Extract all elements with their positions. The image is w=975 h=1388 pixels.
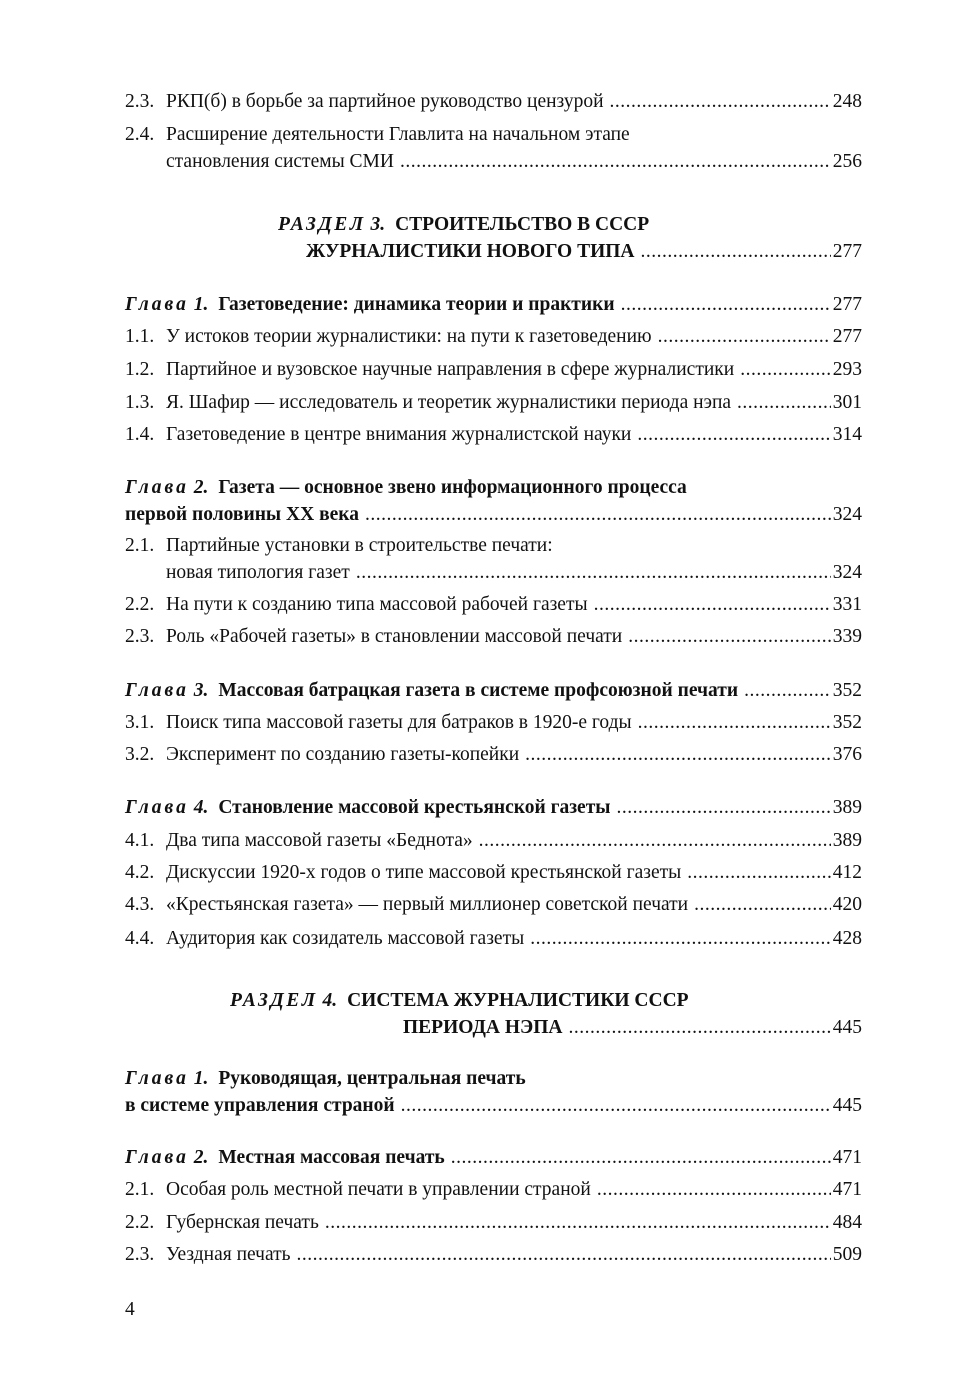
entry-page: 339 bbox=[832, 626, 862, 647]
chapter-heading bbox=[125, 1143, 862, 1173]
entry-number: 2.1. bbox=[125, 535, 155, 556]
dot-leader bbox=[628, 622, 831, 652]
entry-title: Губернская печать bbox=[166, 1212, 319, 1233]
entry-title: Расширение деятельности Главлита на начальном этапе bbox=[166, 124, 630, 145]
dot-leader bbox=[597, 1175, 831, 1205]
entry-title: Аудитория как созидатель массовой газеты bbox=[166, 928, 525, 949]
section-number: 4. bbox=[322, 990, 338, 1011]
chapter-page: 277 bbox=[832, 294, 862, 315]
chapter-label: Глава bbox=[125, 477, 189, 498]
chapter-title-line2: в системе управления страной bbox=[125, 1095, 395, 1116]
section-heading-line2 bbox=[306, 237, 862, 267]
entry-title: Я. Шафир — исследователь и теоретик журналистики периода нэпа bbox=[166, 392, 732, 413]
entry-number: 2.1. bbox=[125, 1179, 155, 1200]
toc-entry bbox=[125, 120, 630, 150]
entry-page: 420 bbox=[832, 894, 862, 915]
section-title-line2: ПЕРИОДА НЭПА bbox=[403, 1017, 563, 1038]
section-label: РАЗДЕЛ bbox=[230, 990, 318, 1011]
dot-leader bbox=[638, 708, 831, 738]
entry-page: 471 bbox=[832, 1179, 862, 1200]
entry-title: Особая роль местной печати в управлении страной bbox=[166, 1179, 591, 1200]
entry-title: Эксперимент по созданию газеты-копейки bbox=[166, 744, 520, 765]
entry-title-cont: становления системы СМИ bbox=[166, 151, 394, 172]
chapter-title: Газета — основное звено информационного процесса bbox=[218, 477, 687, 498]
entry-page: 277 bbox=[832, 326, 862, 347]
entry-number: 2.2. bbox=[125, 594, 155, 615]
entry-number: 1.3. bbox=[125, 392, 155, 413]
entry-title: Партийное и вузовское научные направления в сфере журналистики bbox=[166, 359, 735, 380]
entry-title: Два типа массовой газеты «Беднота» bbox=[166, 830, 473, 851]
entry-number: 2.3. bbox=[125, 626, 155, 647]
dot-leader bbox=[744, 676, 831, 706]
entry-page: 324 bbox=[832, 562, 862, 583]
dot-leader bbox=[451, 1143, 831, 1173]
chapter-label: Глава bbox=[125, 1147, 189, 1168]
section-heading-line2 bbox=[403, 1013, 862, 1043]
entry-title: Партийные установки в строительстве печати: bbox=[166, 535, 553, 556]
chapter-number: 1. bbox=[193, 1068, 209, 1089]
section-title-line1: СТРОИТЕЛЬСТВО В СССР bbox=[395, 214, 650, 235]
dot-leader bbox=[400, 147, 831, 177]
entry-page: 428 bbox=[832, 928, 862, 949]
toc-entry-continuation bbox=[166, 147, 862, 177]
entry-title: Дискуссии 1920-х годов о типе массовой крестьянской газеты bbox=[166, 862, 682, 883]
entry-number: 1.2. bbox=[125, 359, 155, 380]
chapter-title: Становление массовой крестьянской газеты bbox=[218, 797, 611, 818]
dot-leader bbox=[687, 858, 831, 888]
entry-page: 389 bbox=[832, 830, 862, 851]
toc-entry bbox=[125, 622, 862, 652]
entry-page: 509 bbox=[832, 1244, 862, 1265]
chapter-title: Газетоведение: динамика теории и практики bbox=[218, 294, 615, 315]
dot-leader bbox=[621, 290, 831, 320]
chapter-number: 1. bbox=[193, 294, 209, 315]
entry-title: Роль «Рабочей газеты» в становлении массовой печати bbox=[166, 626, 623, 647]
dot-leader bbox=[694, 890, 831, 920]
chapter-title: Массовая батрацкая газета в системе профсоюзной печати bbox=[218, 680, 739, 701]
dot-leader bbox=[356, 558, 831, 588]
entry-number: 2.3. bbox=[125, 91, 155, 112]
toc-entry bbox=[125, 1175, 862, 1205]
entry-page: 376 bbox=[832, 744, 862, 765]
section-number: 3. bbox=[370, 214, 386, 235]
chapter-number: 2. bbox=[193, 477, 209, 498]
chapter-page: 389 bbox=[832, 797, 862, 818]
chapter-label: Глава bbox=[125, 797, 189, 818]
dot-leader bbox=[401, 1091, 831, 1121]
chapter-heading bbox=[125, 473, 687, 503]
dot-leader bbox=[617, 793, 831, 823]
entry-number: 2.4. bbox=[125, 124, 155, 145]
dot-leader bbox=[325, 1208, 831, 1238]
entry-page: 331 bbox=[832, 594, 862, 615]
section-heading bbox=[230, 986, 689, 1016]
toc-entry bbox=[125, 388, 862, 418]
dot-leader bbox=[530, 924, 831, 954]
chapter-title-line2: первой половины XX века bbox=[125, 504, 359, 525]
entry-page: 352 bbox=[832, 712, 862, 733]
toc-entry bbox=[125, 590, 862, 620]
toc-entry bbox=[125, 355, 862, 385]
chapter-page: 352 bbox=[832, 680, 862, 701]
toc-entry bbox=[125, 708, 862, 738]
page-number: 4 bbox=[125, 1299, 135, 1320]
chapter-heading bbox=[125, 1064, 526, 1094]
entry-title: «Крестьянская газета» — первый миллионер советской печати bbox=[166, 894, 689, 915]
toc-entry bbox=[125, 826, 862, 856]
chapter-number: 2. bbox=[193, 1147, 209, 1168]
entry-page: 412 bbox=[832, 862, 862, 883]
chapter-heading bbox=[125, 676, 862, 706]
toc-entry-continuation bbox=[166, 558, 862, 588]
entry-title-cont: новая типология газет bbox=[166, 562, 350, 583]
section-page: 277 bbox=[832, 241, 862, 262]
dot-leader bbox=[365, 500, 831, 530]
chapter-label: Глава bbox=[125, 294, 189, 315]
dot-leader bbox=[740, 355, 831, 385]
entry-title: На пути к созданию типа массовой рабочей газеты bbox=[166, 594, 588, 615]
entry-number: 3.2. bbox=[125, 744, 155, 765]
entry-title: У истоков теории журналистики: на пути к газетоведению bbox=[166, 326, 652, 347]
dot-leader bbox=[610, 87, 831, 117]
dot-leader bbox=[637, 420, 830, 450]
chapter-title: Руководящая, центральная печать bbox=[218, 1068, 526, 1089]
chapter-label: Глава bbox=[125, 1068, 189, 1089]
dot-leader bbox=[658, 322, 831, 352]
toc-entry bbox=[125, 420, 862, 450]
dot-leader bbox=[737, 388, 831, 418]
entry-page: 248 bbox=[832, 91, 862, 112]
section-label: РАЗДЕЛ bbox=[278, 214, 366, 235]
entry-number: 1.4. bbox=[125, 424, 155, 445]
entry-title: Газетоведение в центре внимания журналистской науки bbox=[166, 424, 632, 445]
toc-entry bbox=[125, 890, 862, 920]
toc-entry bbox=[125, 87, 862, 117]
chapter-page: 471 bbox=[832, 1147, 862, 1168]
dot-leader bbox=[297, 1240, 831, 1270]
dot-leader bbox=[568, 1013, 830, 1043]
chapter-title: Местная массовая печать bbox=[218, 1147, 445, 1168]
entry-number: 2.2. bbox=[125, 1212, 155, 1233]
toc-entry bbox=[125, 1208, 862, 1238]
section-page: 445 bbox=[832, 1017, 862, 1038]
toc-entry bbox=[125, 924, 862, 954]
dot-leader bbox=[479, 826, 831, 856]
dot-leader bbox=[525, 740, 831, 770]
chapter-number: 3. bbox=[193, 680, 209, 701]
chapter-label: Глава bbox=[125, 680, 189, 701]
toc-entry bbox=[125, 1240, 862, 1270]
toc-entry bbox=[125, 322, 862, 352]
entry-page: 301 bbox=[832, 392, 862, 413]
toc-entry bbox=[125, 531, 553, 561]
entry-title: РКП(б) в борьбе за партийное руководство цензурой bbox=[166, 91, 604, 112]
entry-title: Поиск типа массовой газеты для батраков в 1920-е годы bbox=[166, 712, 632, 733]
toc-entry bbox=[125, 740, 862, 770]
entry-title: Уездная печать bbox=[166, 1244, 291, 1265]
entry-number: 1.1. bbox=[125, 326, 155, 347]
entry-number: 3.1. bbox=[125, 712, 155, 733]
entry-number: 4.3. bbox=[125, 894, 155, 915]
entry-number: 4.4. bbox=[125, 928, 155, 949]
chapter-heading bbox=[125, 793, 862, 823]
section-heading bbox=[278, 210, 649, 240]
entry-number: 2.3. bbox=[125, 1244, 155, 1265]
section-title-line1: СИСТЕМА ЖУРНАЛИСТИКИ СССР bbox=[347, 990, 689, 1011]
entry-number: 4.1. bbox=[125, 830, 155, 851]
chapter-page: 324 bbox=[832, 504, 862, 525]
chapter-page: 445 bbox=[832, 1095, 862, 1116]
entry-page: 314 bbox=[832, 424, 862, 445]
toc-entry bbox=[125, 858, 862, 888]
section-title-line2: ЖУРНАЛИСТИКИ НОВОГО ТИПА bbox=[306, 241, 635, 262]
chapter-number: 4. bbox=[193, 797, 209, 818]
chapter-heading-line2 bbox=[125, 500, 862, 530]
chapter-heading-line2 bbox=[125, 1091, 862, 1121]
dot-leader bbox=[594, 590, 831, 620]
entry-page: 484 bbox=[832, 1212, 862, 1233]
dot-leader bbox=[641, 237, 831, 267]
entry-page: 293 bbox=[832, 359, 862, 380]
entry-number: 4.2. bbox=[125, 862, 155, 883]
entry-page: 256 bbox=[832, 151, 862, 172]
chapter-heading bbox=[125, 290, 862, 320]
